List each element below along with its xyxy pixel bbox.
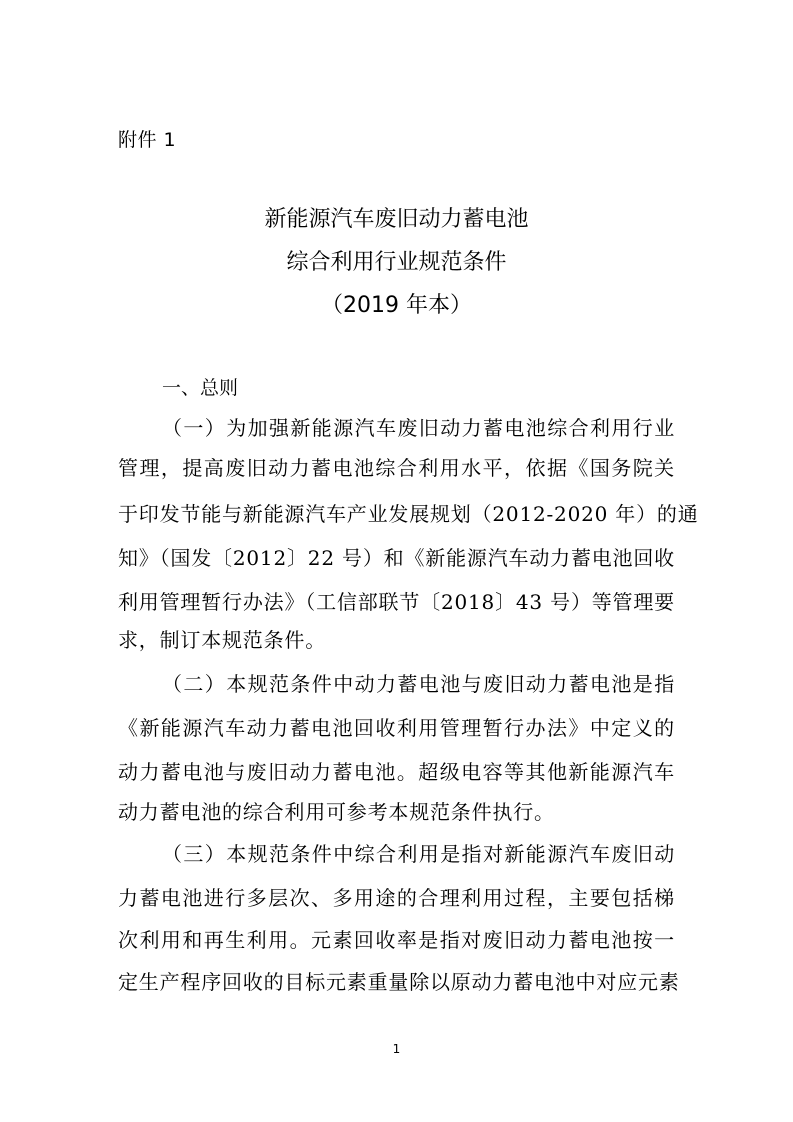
paragraph-3-line: （三）本规范条件中综合利用是指对新能源汽车废旧动 — [162, 842, 675, 866]
paragraph-2-line: 《新能源汽车动力蓄电池回收利用管理暂行办法》中定义的 — [118, 716, 675, 740]
paragraph-1-line: 于印发节能与新能源汽车产业发展规划（2012-2020 年）的通 — [118, 502, 699, 526]
paragraph-2-line: （二）本规范条件中动力蓄电池与废旧动力蓄电池是指 — [162, 672, 675, 696]
page-number: 1 — [392, 1042, 401, 1056]
paragraph-3-line: 力蓄电池进行多层次、多用途的合理利用过程，主要包括梯 — [118, 886, 675, 910]
document-title-edition: （2019 年本） — [321, 293, 472, 318]
paragraph-1-line: （一）为加强新能源汽车废旧动力蓄电池综合利用行业 — [162, 416, 675, 440]
document-title-line-2: 综合利用行业规范条件 — [286, 250, 507, 275]
attachment-label: 附件 1 — [118, 129, 177, 151]
paragraph-1-line: 求，制订本规范条件。 — [118, 628, 326, 652]
section-heading-general: 一、总则 — [162, 377, 239, 399]
paragraph-2-line: 动力蓄电池的综合利用可参考本规范条件执行。 — [118, 800, 555, 824]
paragraph-1-line: 利用管理暂行办法》（工信部联节〔2018〕43 号）等管理要 — [118, 590, 675, 614]
paragraph-1-line: 知》（国发〔2012〕22 号）和《新能源汽车动力蓄电池回收 — [118, 546, 675, 570]
paragraph-3-line: 次利用和再生利用。元素回收率是指对废旧动力蓄电池按一 — [118, 928, 675, 952]
document-title-line-1: 新能源汽车废旧动力蓄电池 — [264, 207, 529, 232]
paragraph-3-line: 定生产程序回收的目标元素重量除以原动力蓄电池中对应元素 — [118, 970, 680, 994]
paragraph-1-line: 管理，提高废旧动力蓄电池综合利用水平，依据《国务院关 — [118, 456, 675, 480]
paragraph-2-line: 动力蓄电池与废旧动力蓄电池。超级电容等其他新能源汽车 — [118, 760, 675, 784]
